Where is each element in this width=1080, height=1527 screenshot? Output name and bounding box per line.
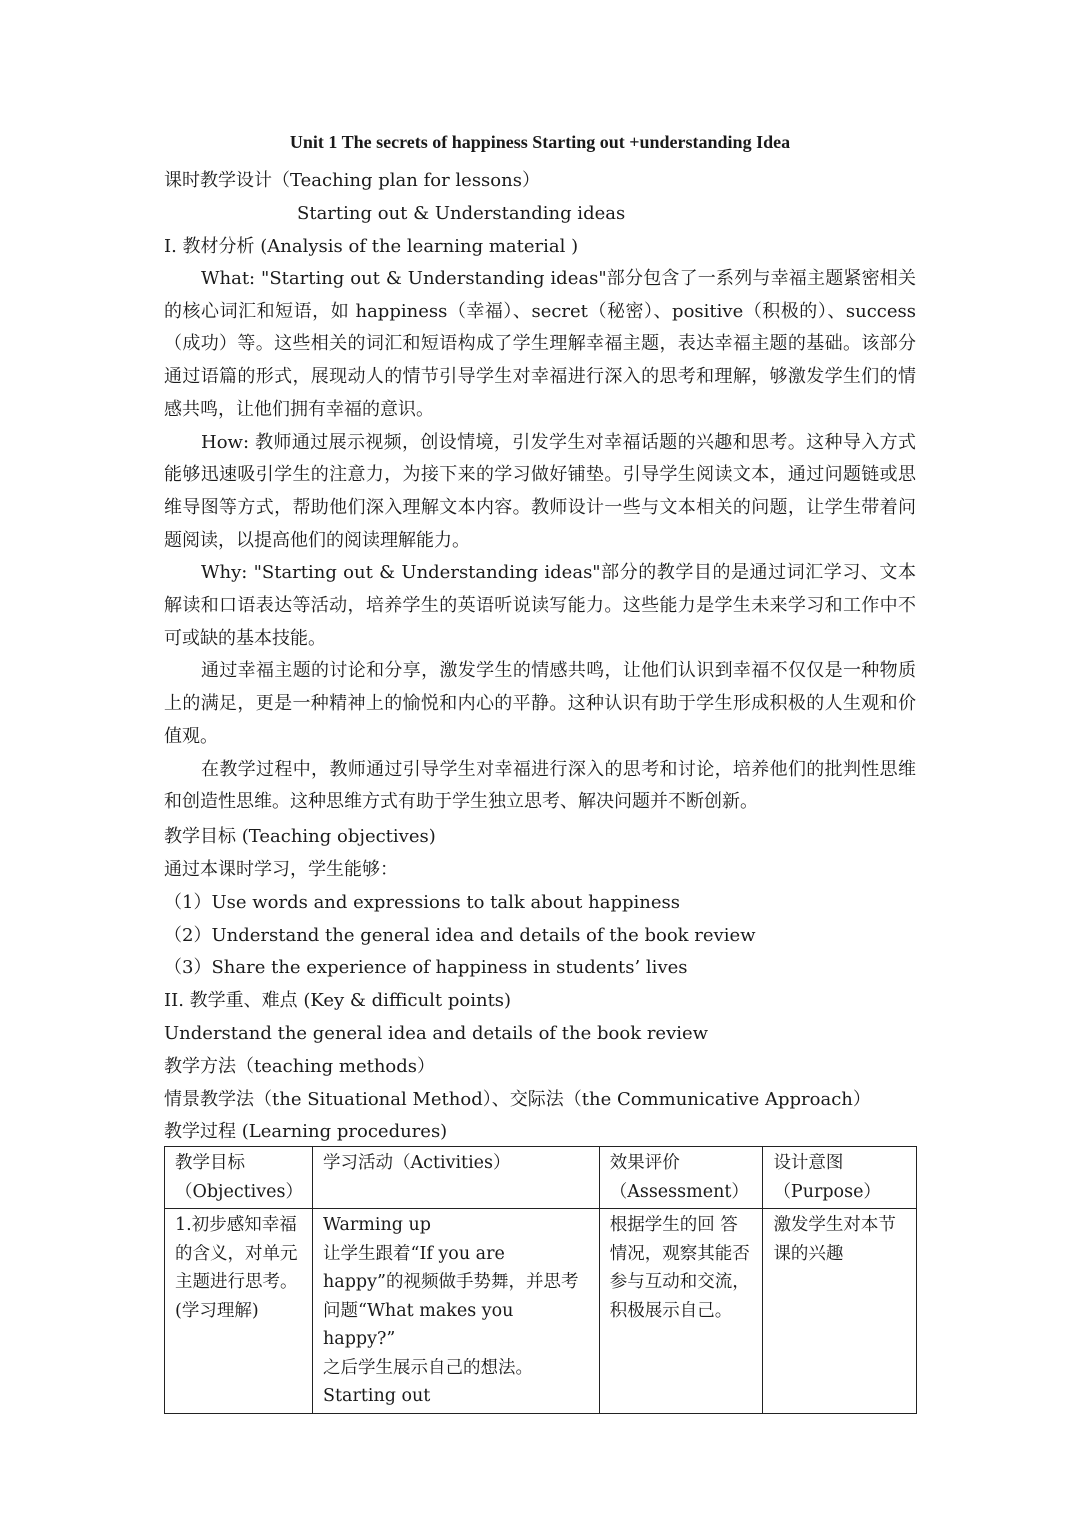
row-assessment: 根据学生的回 答情况，观察其能否参与互动和交流，积极展示自己。 [599,1209,763,1414]
table-header-row [165,1147,917,1209]
document-title: Unit 1 The secrets of happiness Starting out +understanding Idea [289,132,791,152]
analysis-paragraph-why: Why: "Starting out & Understanding ideas"部分的教学目的是通过词汇学习、文本解读和口语表达等活动，培养学生的英语听说读写能力。这些能力是学生未来学习和工作中不可或缺的基本技能。 [164,562,916,649]
objectives-heading: 教学目标 (Teaching objectives) [164,826,436,847]
header-activities [313,1147,600,1209]
analysis-body [164,263,916,819]
header-purpose [763,1147,917,1209]
row-objective: 1.初步感知幸福的含义，对单元主题进行思考。(学习理解) [165,1209,313,1414]
methods-text: 情景教学法（the Situational Method）、交际法（the Communicative Approach） [164,1089,871,1110]
objectives-intro: 通过本课时学习，学生能够： [164,859,398,880]
activity-line: 之后学生展示自己的想法。 [323,1357,533,1378]
analysis-heading: I. 教材分析 (Analysis of the learning material ) [164,236,579,257]
activity-line: 让学生跟着“If you are happy”的视频做手势舞，并思考问题“What makes you happy?” [323,1243,579,1349]
analysis-paragraph-what: What: "Starting out & Understanding ideas"部分包含了一系列与幸福主题紧密相关的核心词汇和短语，如 happiness（幸福）、secret（秘密）、positive（积极的）、success（成功）等。这些相关的词汇和短语构成了学生理解幸福主题，表达幸福主题的基础。该部分通过语篇的形式，展现动人的情节引导学生对幸福进行深入的思考和理解，够激发学生们的情感共鸣，让他们拥有幸福的意识。 [164,268,916,420]
row-activities [313,1209,600,1414]
objective-item-3: （3）Share the experience of happiness in students’ lives [164,957,688,978]
plan-heading: 课时教学设计（Teaching plan for lessons） [164,170,540,191]
header-assessment-zh: 效果评价 [609,1153,680,1173]
analysis-paragraph-thinking: 在教学过程中，教师通过引导学生对幸福进行深入的思考和讨论，培养他们的批判性思维和创造性思维。这种思维方式有助于学生独立思考、解决问题并不断创新。 [164,758,916,813]
header-purpose-zh: 设计意图 [773,1153,844,1173]
header-objectives-en: （Objectives） [175,1181,303,1202]
section-subtitle: Starting out & Understanding ideas [297,203,626,224]
key-points-text: Understand the general idea and details of the book review [164,1023,709,1044]
analysis-paragraph-emotion: 通过幸福主题的讨论和分享，激发学生的情感共鸣，让他们认识到幸福不仅仅是一种物质上的满足，更是一种精神上的愉悦和内心的平静。这种认识有助于学生形成积极的人生观和价值观。 [164,660,916,747]
row-purpose: 激发学生对本节课的兴趣 [763,1209,917,1414]
table-row [165,1209,917,1414]
header-purpose-en: （Purpose） [773,1181,881,1202]
key-points-heading: II. 教学重、难点 (Key & difficult points) [164,990,512,1011]
objective-item-2: （2）Understand the general idea and details of the book review [164,925,756,946]
header-objectives-zh: 教学目标 [175,1153,245,1173]
analysis-paragraph-how: How: 教师通过展示视频，创设情境，引发学生对幸福话题的兴趣和思考。这种导入方式能够迅速吸引学生的注意力，为接下来的学习做好铺垫。引导学生阅读文本，通过问题链或思维导图等方式，帮助他们深入理解文本内容。教师设计一些与文本相关的问题，让学生带着问题阅读，以提高他们的阅读理解能力。 [164,431,916,551]
header-assessment [599,1147,763,1209]
objective-item-1: （1）Use words and expressions to talk about happiness [164,892,680,913]
header-objectives [165,1147,313,1209]
methods-heading: 教学方法（teaching methods） [164,1056,436,1077]
activity-line: Warming up [323,1215,431,1235]
activity-line: Starting out [323,1386,431,1406]
header-assessment-en: （Assessment） [609,1181,749,1202]
header-activities-zh: 学习活动（Activities） [323,1153,511,1173]
procedures-heading: 教学过程 (Learning procedures) [164,1121,448,1142]
procedures-table [164,1146,917,1414]
